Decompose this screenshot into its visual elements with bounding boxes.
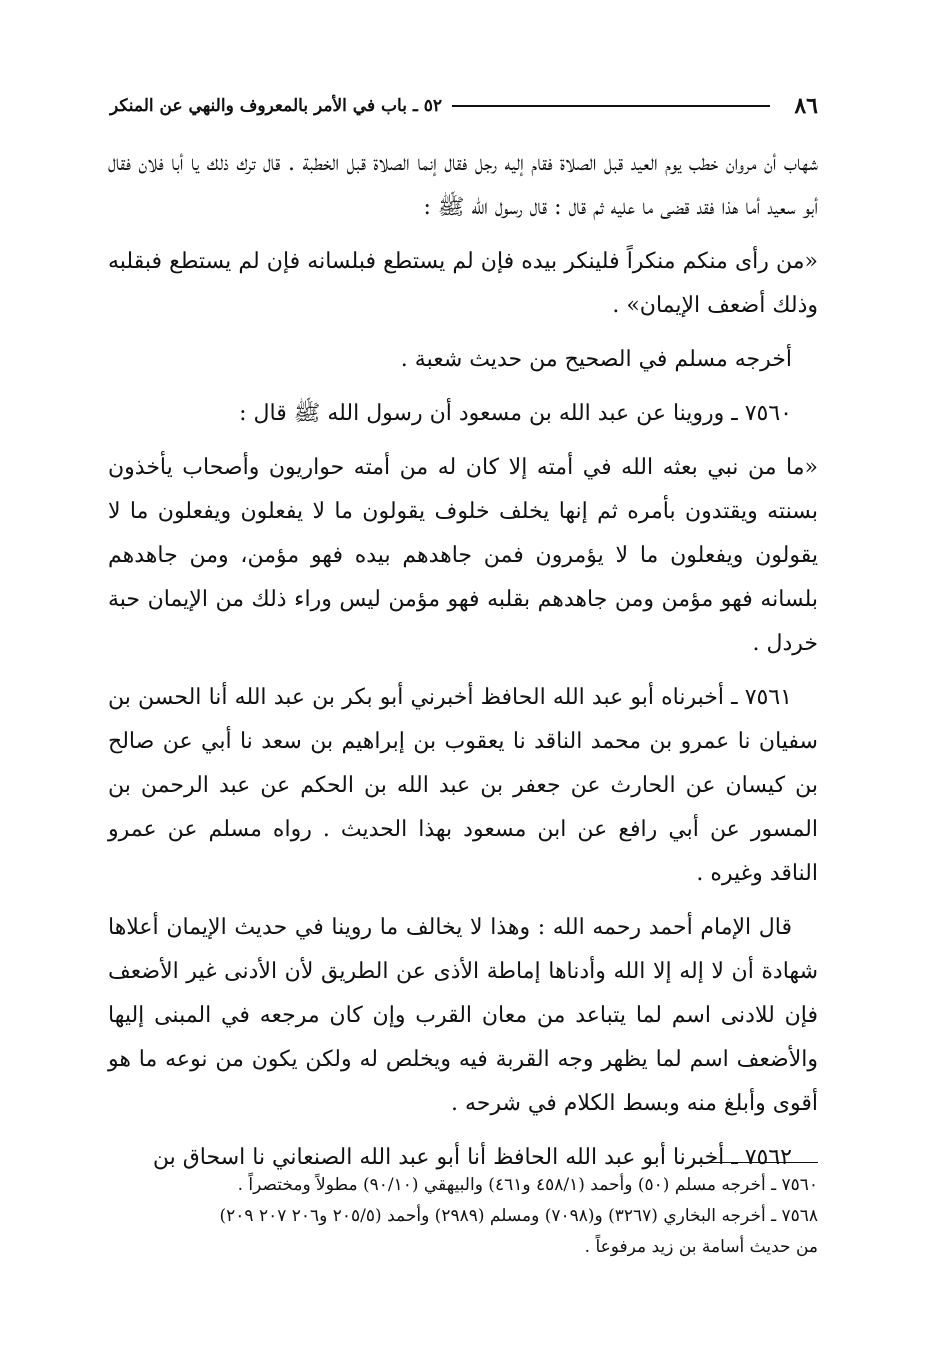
- paragraph-shihab: شهاب أن مروان خطب يوم العيد قبل الصلاة فقام إليه رجل فقال إنما الصلاة قبل الخطبة . قال ترك ذلك يا أبا فلان فقال أبو سعيد أما هذا فقد قضى ما عليه ثم قال : قال رسول الله ﷺ :: [108, 151, 818, 220]
- hadith-7560-text: «ما من نبي بعثه الله في أمته إلا كان له من أمته حواريون وأصحاب يأخذون بسنته ويقتدون بأمره ثم إنها يخلف خلوف يقولون ما لا يفعلون ويفعلون ما لا يقولون ويفعلون ما لا يؤمرون فمن جاهدهم بيده فهو مؤمن، ومن جاهدهم بلسانه فهو مؤمن ومن جاهدهم بقلبه فهو مؤمن ليس وراء ذلك من الإيمان حبة خردل .: [108, 455, 818, 656]
- takhrij-note: أخرجه مسلم في الصحيح من حديث شعبة .: [400, 347, 792, 372]
- chapter-title: ٥٢ ـ باب في الأمر بالمعروف والنهي عن المنكر: [110, 96, 443, 116]
- header-rule: [452, 105, 770, 107]
- footnote-separator: [700, 1162, 818, 1163]
- page-number: ٨٦: [794, 93, 818, 119]
- running-header: [110, 88, 818, 124]
- footnote-7560: ٧٥٦٠ ـ أخرجه مسلم (٥٠) وأحمد (٤٥٨/١ و٤٦١) والبيهقي (٩٠/١٠) مطولاً ومختصراً .: [237, 1175, 818, 1195]
- hadith-7561-isnad: ٧٥٦١ ـ أخبرناه أبو عبد الله الحافظ أخبرني أبو بكر بن عبد الله أنا الحسن بن سفيان نا عمرو بن محمد الناقد نا يعقوب بن إبراهيم بن سعد نا أبي عن صالح بن كيسان عن الحارث عن جعفر بن عبد الله بن الحكم عن عبد الرحمن بن المسور عن أبي رافع عن ابن مسعود بهذا الحديث . رواه مسلم عن عمرو الناقد وغيره .: [108, 685, 818, 886]
- main-text: [108, 142, 818, 1190]
- footnote-7568-continuation: من حديث أسامة بن زيد مرفوعاً .: [584, 1237, 818, 1257]
- hadith-7560-intro: ٧٥٦٠ ـ وروينا عن عبد الله بن مسعود أن رسول الله ﷺ قال :: [239, 401, 792, 426]
- footnotes: [108, 1170, 818, 1263]
- hadith-quote-munkar: «من رأى منكم منكراً فلينكر بيده فإن لم يستطع فبلسانه فإن لم يستطع فبقلبه وذلك أضعف الإيمان» .: [108, 249, 818, 318]
- footnote-7568: ٧٥٦٨ ـ أخرجه البخاري (٣٢٦٧) و(٧٠٩٨) ومسلم (٢٩٨٩) وأحمد (٢٠٥/٥ و٢٠٦ ٢٠٧ ٢٠٩): [219, 1206, 818, 1226]
- imam-ahmad-commentary: قال الإمام أحمد رحمه الله : وهذا لا يخالف ما روينا في حديث الإيمان أعلاها شهادة أن لا إله إلا الله وأدناها إماطة الأذى عن الطريق لأن الأدنى غير الأضعف فإن للادنى اسم لما يتباعد من معان القرب وإن كان مرجعه في المبنى إليها والأضعف اسم لما يظهر وجه القربة فيه ويخلص له ولكن يكون من نوعه ما هو أقوى وأبلغ منه وبسط الكلام في شرحه .: [108, 915, 818, 1116]
- hadith-7562-start: ٧٥٦٢ ـ أخبرنا أبو عبد الله الحافظ أنا أبو عبد الله الصنعاني نا اسحاق بن: [152, 1145, 792, 1170]
